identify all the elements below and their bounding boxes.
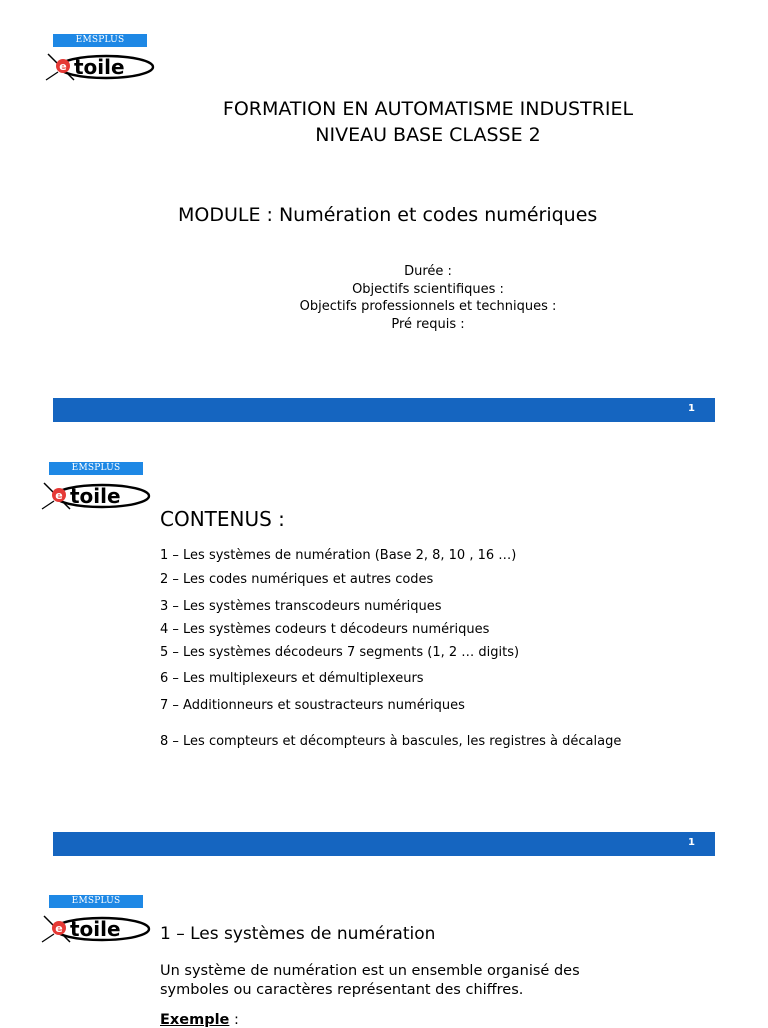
svg-text:toile: toile bbox=[70, 917, 121, 941]
footer-bar-slide1 bbox=[53, 398, 715, 422]
footer-bar-slide2 bbox=[53, 832, 715, 856]
list-item: 4 – Les systèmes codeurs t décodeurs numériques bbox=[160, 622, 490, 637]
example-label-colon: : bbox=[229, 1012, 239, 1028]
svg-text:toile: toile bbox=[74, 55, 125, 79]
example-label bbox=[160, 1012, 239, 1028]
svg-text:e: e bbox=[55, 922, 63, 935]
module-fields bbox=[178, 263, 678, 333]
list-item: 5 – Les systèmes décodeurs 7 segments (1, 2 … digits) bbox=[160, 645, 520, 660]
list-item: 3 – Les systèmes transcodeurs numériques bbox=[160, 599, 442, 614]
list-item: 7 – Additionneurs et soustracteurs numériques bbox=[160, 698, 465, 713]
list-item: 1 – Les systèmes de numération (Base 2, 8, 10 , 16 …) bbox=[160, 548, 517, 563]
emsplus-banner: EMSPLUS bbox=[49, 462, 143, 475]
definition-line2: symboles ou caractères représentant des chiffres. bbox=[160, 982, 524, 998]
course-title-line2: NIVEAU BASE CLASSE 2 bbox=[315, 124, 541, 146]
course-title bbox=[120, 96, 736, 148]
field-duree: Durée : bbox=[404, 264, 452, 279]
definition-line1: Un système de numération est un ensemble organisé des bbox=[160, 963, 580, 979]
list-item: 2 – Les codes numériques et autres codes bbox=[160, 572, 434, 587]
svg-text:toile: toile bbox=[70, 484, 121, 508]
svg-text:e: e bbox=[59, 60, 67, 73]
etoile-logo bbox=[44, 50, 156, 88]
list-item: 8 – Les compteurs et décompteurs à bascules, les registres à décalage bbox=[160, 734, 622, 749]
contents-heading: CONTENUS : bbox=[160, 507, 285, 531]
module-title: MODULE : Numération et codes numériques bbox=[178, 204, 598, 226]
emsplus-banner: EMSPLUS bbox=[49, 895, 143, 908]
emsplus-banner: EMSPLUS bbox=[53, 34, 147, 47]
section-heading: 1 – Les systèmes de numération bbox=[160, 924, 436, 944]
list-item: 6 – Les multiplexeurs et démultiplexeurs bbox=[160, 671, 424, 686]
course-title-line1: FORMATION EN AUTOMATISME INDUSTRIEL bbox=[222, 98, 634, 120]
page-number: 1 bbox=[688, 403, 695, 414]
etoile-logo bbox=[40, 479, 152, 517]
field-pre-requis: Pré requis : bbox=[391, 316, 465, 332]
page-number: 1 bbox=[688, 837, 695, 848]
example-label-text: Exemple bbox=[160, 1012, 230, 1028]
svg-text:e: e bbox=[55, 489, 63, 502]
field-objectifs-professionnels: Objectifs professionnels et techniques : bbox=[299, 299, 557, 314]
field-objectifs-scientifiques: Objectifs scientifiques : bbox=[352, 281, 504, 297]
etoile-logo bbox=[40, 912, 152, 950]
definition-paragraph bbox=[160, 962, 580, 1000]
